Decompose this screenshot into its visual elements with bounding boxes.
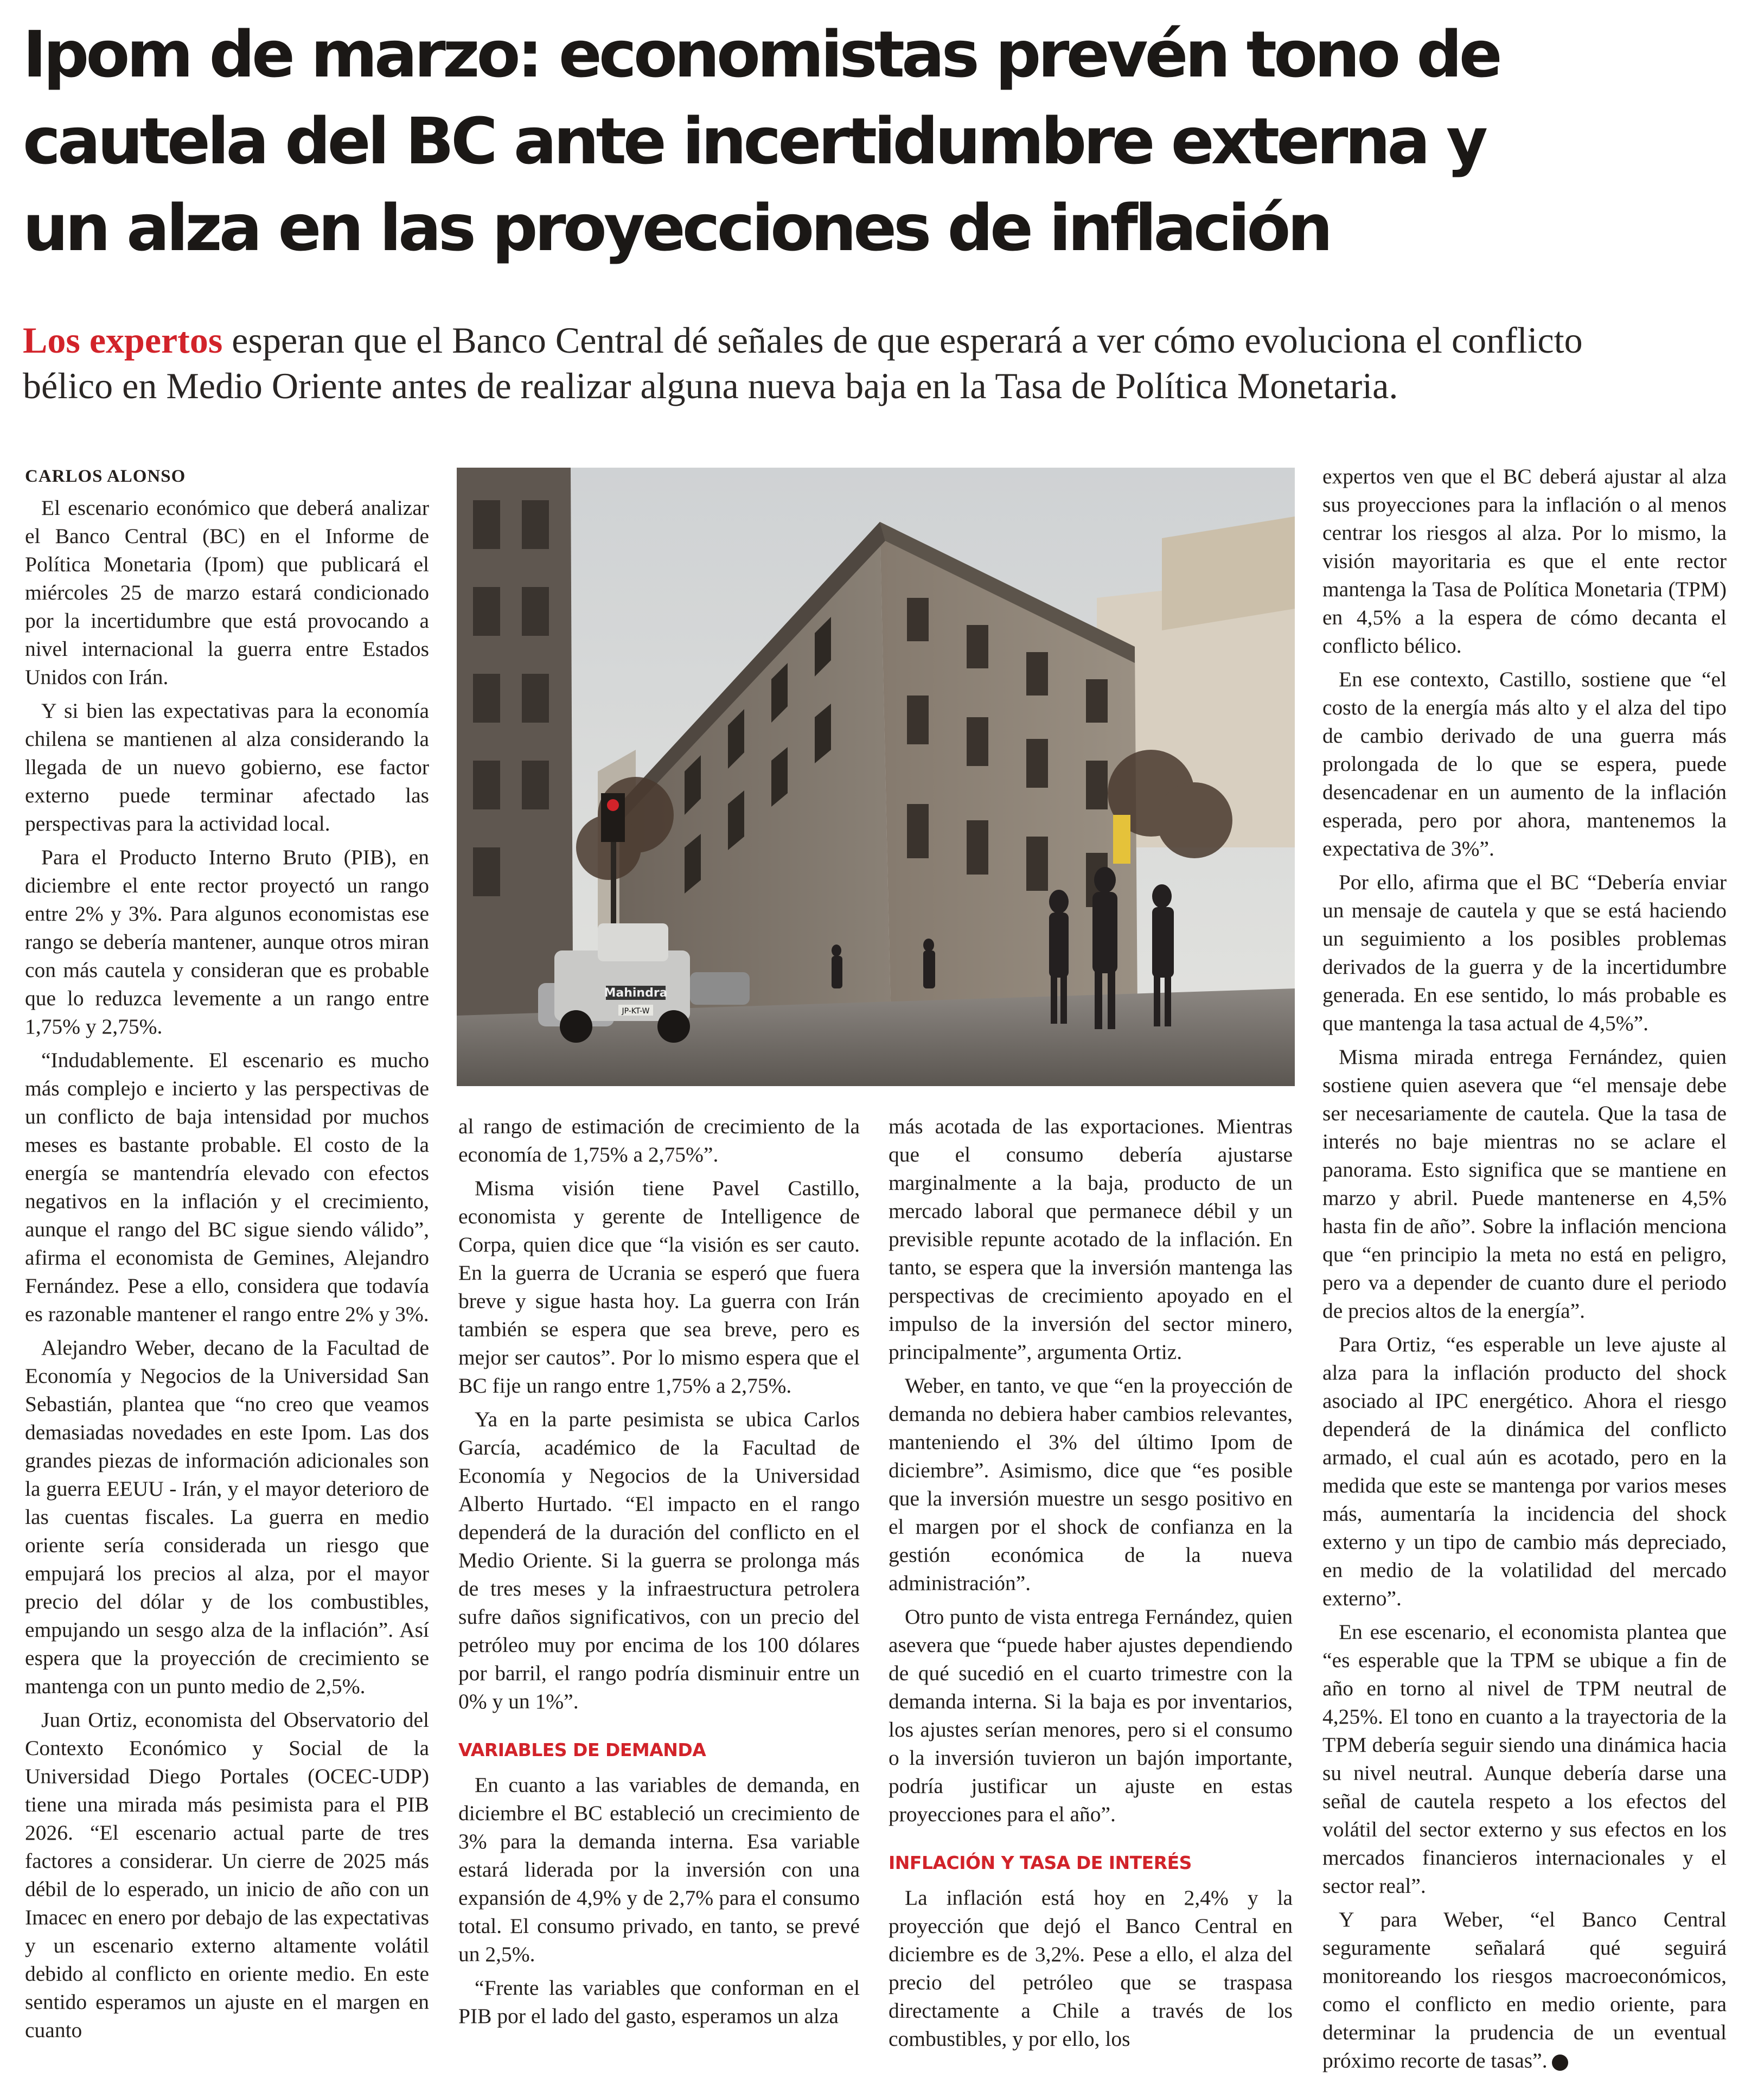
section-heading-inflation: INFLACIÓN Y TASA DE INTERÉS — [889, 1852, 1192, 1873]
subheadline-line-1 — [23, 317, 1748, 363]
final-paragraph-text: Y para Weber, “el Banco Central seguramente señalará qué seguirá monitoreando los riesgos macroeconómicos, como el conflicto en medio oriente, para determinar la prudencia de un eventual próximo recorte de tasas”. — [1322, 1907, 1727, 2072]
paragraph: El escenario económico que deberá analizar el Banco Central (BC) en el Informe de Política Monetaria (Ipom) que publicará el miércoles 25 de marzo estará condicionado por la incertidumbre que está provocando a nivel internacional la guerra entre Estados Unidos con Irán. — [25, 496, 429, 689]
headline-line-3: un alza en las proyecciones de inflación — [23, 190, 1330, 265]
section-heading-demand: VARIABLES DE DEMANDA — [458, 1739, 706, 1760]
paragraph: Para Ortiz, “es esperable un leve ajuste al alza para la inflación producto del shock asociado al IPC energético. Ahora el riesgo dependerá de la dinámica del conflicto armado, el cual aún es acotado, pero en la medida que este se mantenga por varios meses más, aumentaría la incidencia del shock externo y un tipo de cambio más depreciado, en medio de la volatilidad del mercado externo”. — [1322, 1332, 1727, 1610]
paragraph: Ya en la parte pesimista se ubica Carlos García, académico de la Facultad de Economía y Negocios de la Universidad Alberto Hurtado. “El impacto en el rango dependerá de la duración del conflicto en el Medio Oriente. Si la guerra se prolonga más de tres meses y la infraestructura petrolera sufre daños significativos, con un precio del petróleo muy por encima de los 100 dólares por barril, el rango podría disminuir entre un 0% y un 1%”. — [458, 1407, 860, 1713]
bank-building-photo — [457, 468, 1295, 1086]
paragraph: Y si bien las expectativas para la economía chilena se mantienen al alza considerando la llegada de un nuevo gobierno, ese factor externo puede terminar afectado las perspectivas para la actividad local. — [25, 699, 429, 835]
paragraph-final — [1322, 1905, 1727, 2075]
paragraph: En cuanto a las variables de demanda, en diciembre el BC estableció un crecimiento de 3% para la demanda interna. Esa variable estará liderada por la inversión con una expansión de 4,9% y de 2,7% para el consumo total. El consumo privado, en tanto, se prevé un 2,5%. — [458, 1773, 860, 1966]
paragraph: Por ello, afirma que el BC “Debería enviar un mensaje de cautela y que se está haciendo un seguimiento a los posibles problemas derivados de la guerra y de la incertidumbre generada. En ese sentido, lo más probable es que mantenga la tasa actual de 4,5%”. — [1322, 870, 1727, 1035]
paragraph: Para el Producto Interno Bruto (PIB), en diciembre el ente rector proyectó un rango entre 2% y 3%. Para algunos economistas ese rango se debería mantener, aunque otros miran con más cautela y consideran que es probable que lo reduzca levemente a un rango entre 1,75% y 2,75%. — [25, 845, 429, 1038]
paragraph: más acotada de las exportaciones. Mientras que el consumo debería ajustarse marginalmente a la baja, producto de un mercado laboral que permanece débil y un previsible repunte acotado de la inflación. En tanto, se espera que la inversión mantenga las perspectivas de crecimiento apoyado en el impulso de la inversión del sector minero, principalmente”, argumenta Ortiz. — [889, 1114, 1293, 1364]
article-column-4 — [1322, 462, 1727, 2080]
paragraph: En ese escenario, el economista plantea que “es esperable que la TPM se ubique a fin de año en torno al nivel de TPM neutral de 4,25%. El tono en cuanto a la trayectoria de la TPM debería seguir siendo una dinámica hacia su nivel neutral. Aunque debería darse una señal de cautela respeto a los efectos del volátil del sector externo y sus efectos en los mercados financieros internacionales y el sector real”. — [1322, 1620, 1727, 1898]
street-scene-image — [457, 468, 1295, 1086]
headline — [23, 11, 1748, 271]
headline-line-1: Ipom de marzo: economistas prevén tono de — [23, 17, 1499, 92]
paragraph: Alejandro Weber, decano de la Facultad de Economía y Negocios de la Universidad San Sebastián, plantea que “no creo que veamos demasiadas novedades en este Ipom. Las dos grandes piezas de información adicionales son la guerra EEUU - Irán, y el mayor deterioro de las cuentas fiscales. La guerra en medio oriente sería considerada un riesgo que empujará los precios al alza, por el mayor precio del dólar y de los combustibles, empujando un sesgo alza de la inflación”. Así espera que la proyección de crecimiento se mantenga con un punto medio de 2,5%. — [25, 1336, 429, 1698]
paragraph: al rango de estimación de crecimiento de la economía de 1,75% a 2,75%”. — [458, 1114, 860, 1166]
truck-brand: Mahindra — [604, 986, 668, 1000]
paragraph: Misma visión tiene Pavel Castillo, economista y gerente de Intelligence de Corpa, quien dice que “la visión es ser cauto. En la guerra de Ucrania se esperó que fuera breve y sigue hasta hoy. La guerra con Irán también se espera que sea breve, pero es mejor ser cautos”. Por lo mismo espera que el BC fije un rango entre 1,75% a 2,75%. — [458, 1176, 860, 1398]
headline-line-2: cautela del BC ante incertidumbre externa y — [23, 104, 1485, 178]
subheadline-line-1-rest: esperan que el Banco Central dé señales de que esperará a ver cómo evoluciona el conflicto — [222, 320, 1583, 361]
paragraph: expertos ven que el BC deberá ajustar al alza sus proyecciones para la inflación o al menos centrar los riesgos al alza. Por lo mismo, la visión mayoritaria es que el ente rector mantenga la Tasa de Política Monetaria (TPM) en 4,5% a la espera de cómo decanta el conflicto bélico. — [1322, 464, 1727, 658]
end-mark-icon: P — [1552, 2055, 1568, 2071]
subheadline-line-2: bélico en Medio Oriente antes de realizar alguna nueva baja en la Tasa de Política Monetaria. — [23, 365, 1398, 406]
subheadline — [23, 317, 1748, 409]
paragraph: Weber, en tanto, ve que “en la proyección de demanda no debiera haber cambios relevantes, manteniendo el 3% del último Ipom de diciembre”. Asimismo, dice que “es posible que la inversión muestre un sesgo positivo en el margen por el shock de confianza en la gestión económica de la nueva administración”. — [889, 1374, 1293, 1595]
truck-plate: JP-KT-W — [622, 1007, 650, 1016]
subheadline-lead: Los expertos — [23, 320, 223, 361]
paragraph: “Indudablemente. El escenario es mucho más complejo e incierto y las perspectivas de un conflicto de baja intensidad por muchos meses es bastante probable. El costo de la energía se mantendría elevado con efectos negativos en la inflación y el crecimiento, aunque el rango del BC sigue siendo válido”, afirma el economista de Gemines, Alejandro Fernández. Pese a ello, considera que todavía es razonable mantener el rango entre 2% y 3%. — [25, 1048, 429, 1326]
paragraph: “Frente las variables que conforman en el PIB por el lado del gasto, esperamos un alza — [458, 1976, 860, 2028]
paragraph: Misma mirada entrega Fernández, quien sostiene quien asevera que “el mensaje debe ser necesariamente de cautela. Que la tasa de interés no baje mientras no se aclare el panorama. Esto significa que se mantiene en marzo y abril. Puede mantenerse en 4,5% hasta fin de año”. Sobre la inflación menciona que “en principio la meta no está en peligro, pero va a depender de cuanto dure el periodo de precios altos de la energía”. — [1322, 1045, 1727, 1323]
article-column-2 — [458, 1112, 860, 2036]
article-column-1 — [25, 462, 429, 2050]
byline: CARLOS ALONSO — [25, 467, 186, 486]
article-column-3 — [889, 1112, 1293, 2058]
paragraph: Otro punto de vista entrega Fernández, quien asevera que “puede haber ajustes dependiendo de qué sucedió en el cuarto trimestre con la demanda interna. Si la baja es por inventarios, los ajustes serían menores, pero si el consumo o la inversión tuvieron un bajón importante, podría justificar un ajuste en estas proyecciones para el año”. — [889, 1605, 1293, 1826]
paragraph: En ese contexto, Castillo, sostiene que “el costo de la energía más alto y el alza del tipo de cambio derivado de una guerra más prolongada de lo que se espera, puede desencadenar en un aumento de la inflación esperada, pero por ahora, mantenemos la expectativa de 3%”. — [1322, 667, 1727, 860]
paragraph: Juan Ortiz, economista del Observatorio del Contexto Económico y Social de la Universidad Diego Portales (OCEC-UDP) tiene una mirada más pesimista para el PIB 2026. “El escenario actual parte de tres factores a considerar. Un cierre de 2025 más débil de lo esperado, un inicio de año con un Imacec en enero por debajo de las expectativas y un escenario externo altamente volátil debido al conflicto en oriente medio. En este sentido esperamos un ajuste en el margen en cuanto — [25, 1708, 429, 2042]
paragraph: La inflación está hoy en 2,4% y la proyección que dejó el Banco Central en diciembre es de 3,2%. Pese a ello, el alza del precio del petróleo que se traspasa directamente a Chile a través de los combustibles, y por ello, los — [889, 1886, 1293, 2051]
